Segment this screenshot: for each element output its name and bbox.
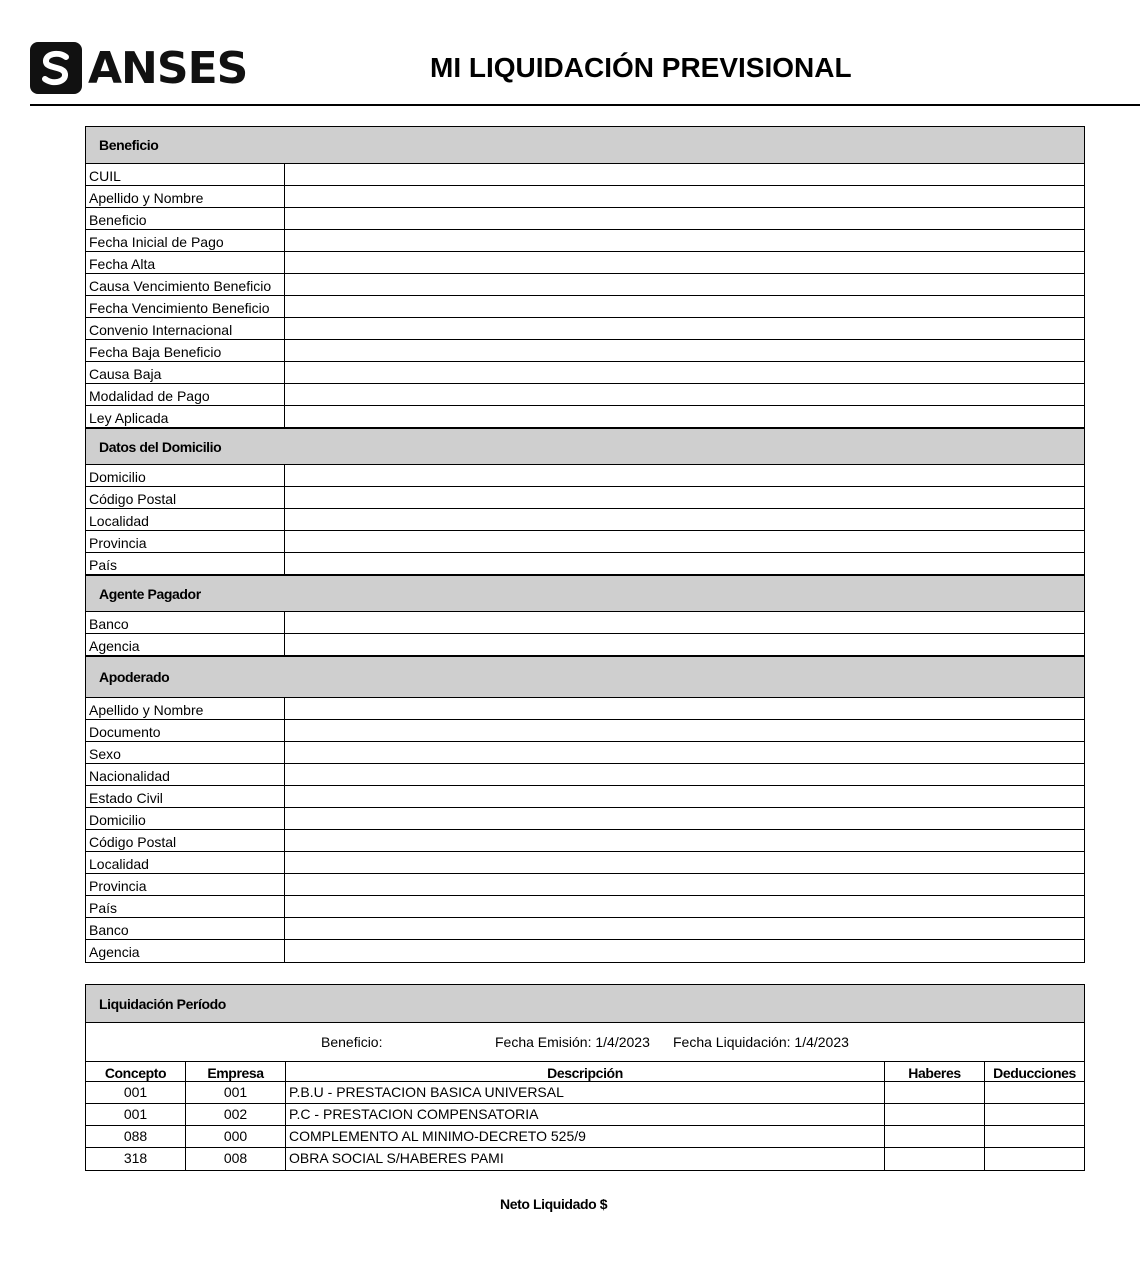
field-label: Beneficio (86, 208, 285, 229)
field-label: Localidad (86, 852, 285, 873)
field-row (86, 252, 1084, 274)
field-row (86, 230, 1084, 252)
field-value (285, 186, 1084, 207)
field-value (285, 252, 1084, 273)
liquidacion-meta (86, 1023, 1084, 1062)
field-value (285, 487, 1084, 508)
field-label: Banco (86, 918, 285, 939)
field-label: Apellido y Nombre (86, 698, 285, 719)
liquidacion-frame (85, 984, 1085, 1171)
field-label: Agencia (86, 634, 285, 655)
field-row (86, 318, 1084, 340)
field-row (86, 896, 1084, 918)
field-value (285, 896, 1084, 917)
field-row (86, 186, 1084, 208)
concepto-cell: 318 (86, 1148, 186, 1170)
page-title: MI LIQUIDACIÓN PREVISIONAL (430, 52, 852, 83)
field-value (285, 553, 1084, 574)
anses-logo (30, 40, 247, 96)
field-row (86, 808, 1084, 830)
concepto-cell: 088 (86, 1126, 186, 1147)
field-label: Sexo (86, 742, 285, 763)
haberes-cell (885, 1104, 985, 1125)
concepto-cell: 001 (86, 1082, 186, 1103)
field-value (285, 830, 1084, 851)
field-label: Provincia (86, 874, 285, 895)
field-value (285, 296, 1084, 317)
field-label: Documento (86, 720, 285, 741)
field-row (86, 720, 1084, 742)
field-value (285, 786, 1084, 807)
table-header (86, 1062, 1084, 1082)
field-label: Ley Aplicada (86, 406, 285, 427)
field-row (86, 340, 1084, 362)
field-label: Domicilio (86, 465, 285, 486)
field-label: Causa Vencimiento Beneficio (86, 274, 285, 295)
field-value (285, 874, 1084, 895)
field-value (285, 720, 1084, 741)
empresa-cell: 000 (186, 1126, 286, 1147)
field-row (86, 362, 1084, 384)
field-label: Apellido y Nombre (86, 186, 285, 207)
empresa-cell: 008 (186, 1148, 286, 1170)
field-row (86, 786, 1084, 808)
field-value (285, 852, 1084, 873)
field-row (86, 487, 1084, 509)
field-value (285, 634, 1084, 655)
section-header-agente: Agente Pagador (86, 575, 1084, 612)
section-header-liquidacion: Liquidación Período (86, 985, 1084, 1023)
field-row (86, 918, 1084, 940)
deducciones-cell (985, 1126, 1084, 1147)
field-label: Fecha Vencimiento Beneficio (86, 296, 285, 317)
concepto-cell: 001 (86, 1104, 186, 1125)
field-value (285, 362, 1084, 383)
col-concepto: Concepto (86, 1062, 186, 1081)
field-value (285, 384, 1084, 405)
haberes-cell (885, 1082, 985, 1103)
field-row (86, 509, 1084, 531)
beneficio-rows (86, 164, 1084, 428)
field-row (86, 465, 1084, 487)
anses-logo-mark-icon (30, 42, 82, 94)
deducciones-cell (985, 1148, 1084, 1170)
field-label: Provincia (86, 531, 285, 552)
field-row (86, 553, 1084, 575)
field-row (86, 612, 1084, 634)
field-value (285, 742, 1084, 763)
field-row (86, 274, 1084, 296)
field-label: Código Postal (86, 830, 285, 851)
datos-frame (85, 126, 1085, 963)
apoderado-rows (86, 698, 1084, 962)
field-label: Fecha Baja Beneficio (86, 340, 285, 361)
field-row (86, 406, 1084, 428)
section-header-beneficio: Beneficio (86, 127, 1084, 164)
field-value (285, 274, 1084, 295)
field-label: Fecha Inicial de Pago (86, 230, 285, 251)
col-haberes: Haberes (885, 1062, 985, 1081)
agente-rows (86, 612, 1084, 656)
field-row (86, 830, 1084, 852)
field-row (86, 742, 1084, 764)
field-label: Causa Baja (86, 362, 285, 383)
field-value (285, 918, 1084, 939)
field-row (86, 764, 1084, 786)
field-value (285, 164, 1084, 185)
field-row (86, 296, 1084, 318)
field-label: Código Postal (86, 487, 285, 508)
col-deducciones: Deducciones (993, 1065, 1076, 1081)
field-value (285, 318, 1084, 339)
field-label: Modalidad de Pago (86, 384, 285, 405)
empresa-cell: 001 (186, 1082, 286, 1103)
field-label: Fecha Alta (86, 252, 285, 273)
descripcion-cell: COMPLEMENTO AL MINIMO-DECRETO 525/9 (286, 1126, 885, 1147)
col-empresa: Empresa (186, 1062, 286, 1081)
field-value (285, 940, 1084, 962)
logo-text: ANSES (88, 42, 248, 94)
field-row (86, 940, 1084, 962)
field-label: Nacionalidad (86, 764, 285, 785)
liquidacion-rows (86, 1082, 1084, 1170)
field-label: Convenio Internacional (86, 318, 285, 339)
field-value (285, 808, 1084, 829)
field-row (86, 852, 1084, 874)
descripcion-cell: P.B.U - PRESTACION BASICA UNIVERSAL (286, 1082, 885, 1103)
field-label: País (86, 553, 285, 574)
field-value (285, 340, 1084, 361)
field-row (86, 698, 1084, 720)
section-header-domicilio: Datos del Domicilio (86, 428, 1084, 465)
fecha-liquidacion: Fecha Liquidación: 1/4/2023 (673, 1034, 849, 1050)
field-value (285, 764, 1084, 785)
table-row (86, 1126, 1084, 1148)
field-label: Estado Civil (86, 786, 285, 807)
haberes-cell (885, 1126, 985, 1147)
table-row (86, 1082, 1084, 1104)
field-value (285, 465, 1084, 486)
document-header (30, 40, 1140, 106)
fecha-emision: Fecha Emisión: 1/4/2023 (495, 1034, 650, 1050)
haberes-cell (885, 1148, 985, 1170)
field-label: Localidad (86, 509, 285, 530)
field-label: Banco (86, 612, 285, 633)
field-label: País (86, 896, 285, 917)
descripcion-cell: P.C - PRESTACION COMPENSATORIA (286, 1104, 885, 1125)
field-value (285, 208, 1084, 229)
deducciones-cell (985, 1082, 1084, 1103)
field-row (86, 874, 1084, 896)
beneficio-label: Beneficio: (321, 1034, 383, 1050)
field-label: Domicilio (86, 808, 285, 829)
table-row (86, 1104, 1084, 1126)
field-row (86, 164, 1084, 186)
field-value (285, 698, 1084, 719)
field-value (285, 509, 1084, 530)
field-value (285, 406, 1084, 427)
empresa-cell: 002 (186, 1104, 286, 1125)
deducciones-cell (985, 1104, 1084, 1125)
descripcion-cell: OBRA SOCIAL S/HABERES PAMI (286, 1148, 885, 1170)
field-row (86, 208, 1084, 230)
neto-liquidado: Neto Liquidado $ (500, 1196, 608, 1212)
field-label: CUIL (86, 164, 285, 185)
field-row (86, 384, 1084, 406)
section-header-apoderado: Apoderado (86, 656, 1084, 698)
field-label: Agencia (86, 940, 285, 962)
field-row (86, 634, 1084, 656)
field-value (285, 230, 1084, 251)
field-value (285, 612, 1084, 633)
domicilio-rows (86, 465, 1084, 575)
field-row (86, 531, 1084, 553)
field-value (285, 531, 1084, 552)
table-row (86, 1148, 1084, 1170)
col-descripcion: Descripción (286, 1062, 885, 1081)
